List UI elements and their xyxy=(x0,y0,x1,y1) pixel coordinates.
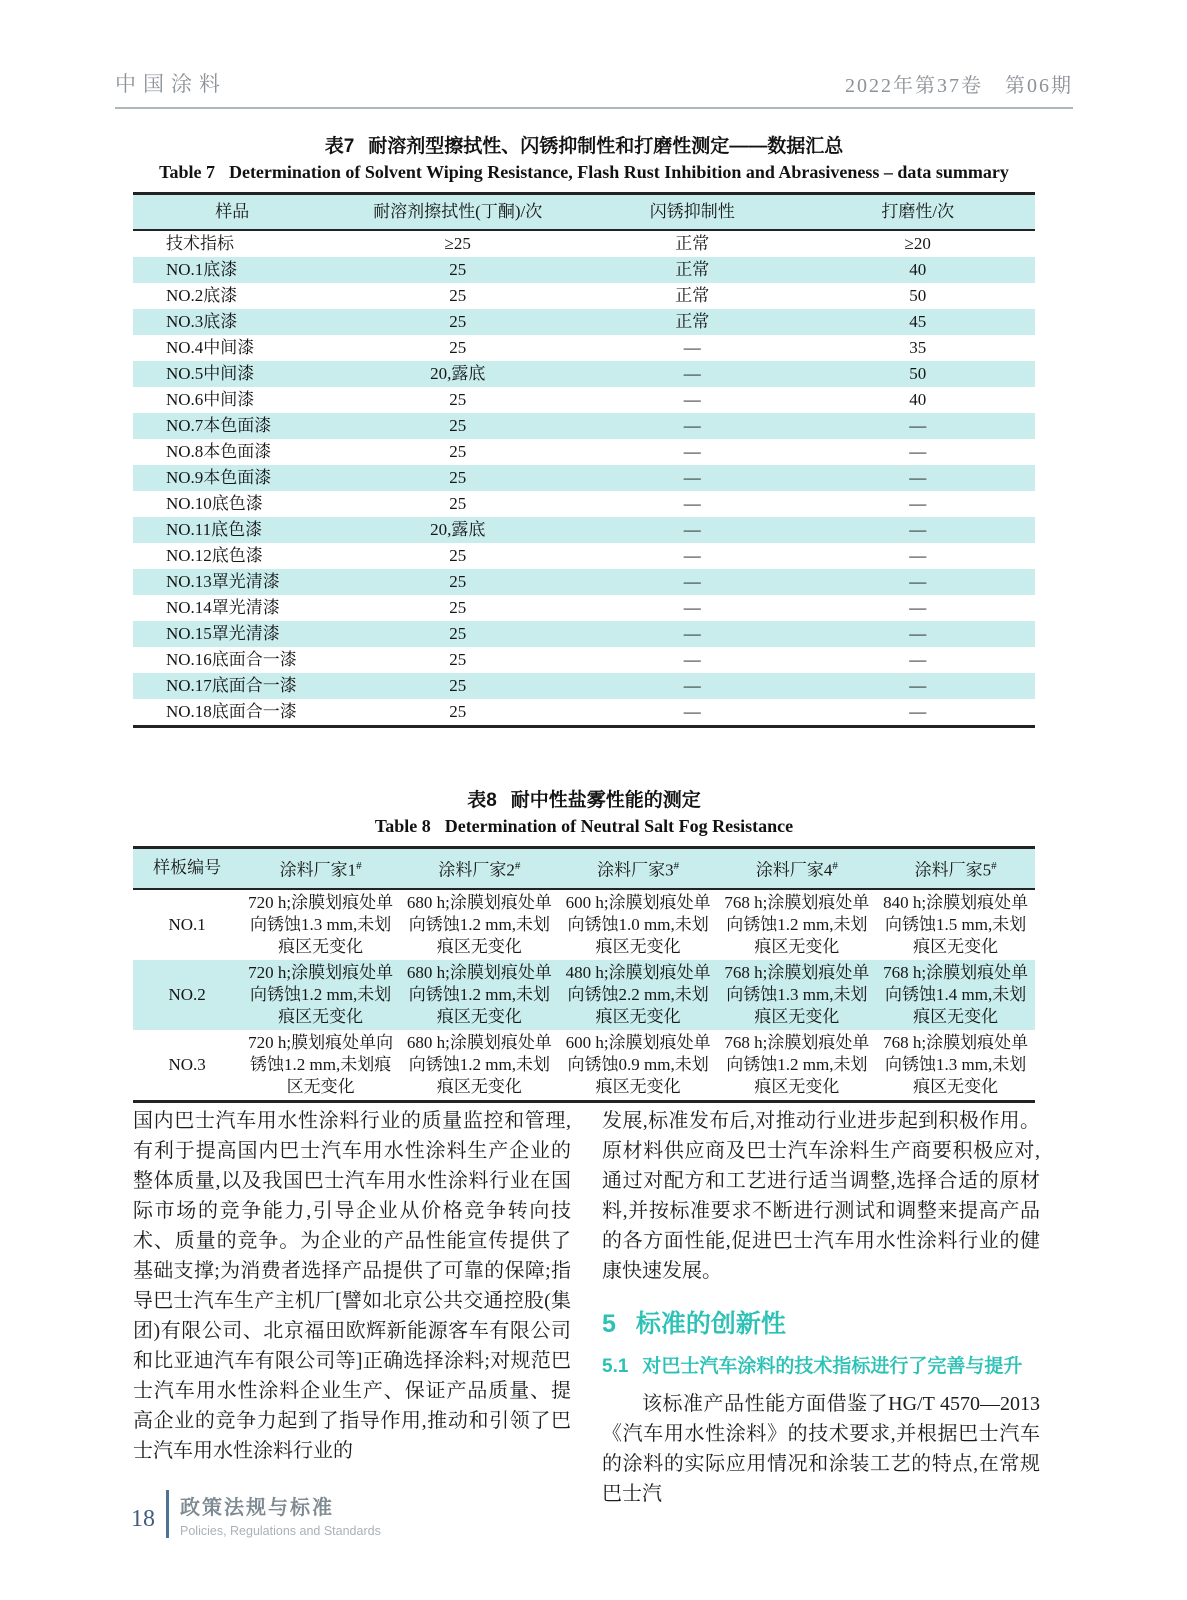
data-cell: 25 xyxy=(449,416,467,435)
data-cell: — xyxy=(683,338,701,357)
table7-caption-zh xyxy=(133,131,1035,158)
table-row xyxy=(133,1030,1035,1102)
data-cell: ≥20 xyxy=(904,234,931,253)
table-row xyxy=(133,257,1035,283)
data-cell: 正常 xyxy=(675,312,710,331)
data-cell: 50 xyxy=(909,364,927,383)
data-cell: — xyxy=(909,572,927,591)
data-cell: 768 h;涂膜划痕处单向锈蚀1.3 mm,未划痕区无变化 xyxy=(883,1032,1029,1096)
data-cell: 720 h;涂膜划痕处单向锈蚀1.2 mm,未划痕区无变化 xyxy=(248,962,394,1026)
table-row xyxy=(133,413,1035,439)
data-cell: 40 xyxy=(909,390,927,409)
table7-caption-zh-text: 耐溶剂型擦拭性、闪锈抑制性和打磨性测定——数据汇总 xyxy=(368,136,844,157)
table-row xyxy=(133,569,1035,595)
table-row xyxy=(133,361,1035,387)
body-columns xyxy=(133,1106,1040,1509)
data-cell: 720 h;涂膜划痕处单向锈蚀1.3 mm,未划痕区无变化 xyxy=(248,892,394,956)
data-cell: — xyxy=(909,546,927,565)
data-cell: 680 h;涂膜划痕处单向锈蚀1.2 mm,未划痕区无变化 xyxy=(406,892,552,956)
table8-caption-zh-text: 耐中性盐雾性能的测定 xyxy=(510,790,701,811)
data-cell: — xyxy=(909,494,927,513)
data-cell: 25 xyxy=(449,598,467,617)
table-row xyxy=(133,439,1035,465)
row-label-cell: NO.12底色漆 xyxy=(166,546,263,565)
column-header: 涂料厂家3# xyxy=(597,860,680,880)
table8-caption-en-label: Table 8 xyxy=(374,816,431,836)
table-row xyxy=(133,889,1035,960)
body-second-paragraph: 该标准产品性能方面借鉴了HG/T 4570—2013《汽车用水性涂料》的技术要求,并根据巴士汽车的涂料的实际应用情况和涂装工艺的特点,在常规巴士汽 xyxy=(602,1393,1040,1505)
row-label-cell: NO.15罩光清漆 xyxy=(166,624,280,643)
data-cell: — xyxy=(683,546,701,565)
table7-caption-en-label: Table 7 xyxy=(159,162,215,182)
data-cell: — xyxy=(683,442,701,461)
solvent-wiping-table xyxy=(133,192,1035,728)
row-label-cell: NO.6中间漆 xyxy=(166,390,255,409)
issue-info: 2022年第37卷 第06期 xyxy=(845,75,1073,97)
data-cell: 25 xyxy=(449,286,467,305)
subsection-number: 5.1 xyxy=(602,1356,629,1377)
row-label-cell: NO.14罩光清漆 xyxy=(166,598,280,617)
body-left-column xyxy=(133,1106,571,1509)
journal-title: 中国涂料 xyxy=(115,72,227,96)
data-cell: 25 xyxy=(449,572,467,591)
column-header: 样板编号 xyxy=(153,858,222,878)
page-header xyxy=(115,68,1073,109)
data-cell: 正常 xyxy=(675,234,710,253)
table8-caption-zh-label: 表8 xyxy=(467,790,497,811)
row-label-cell: NO.18底面合一漆 xyxy=(166,702,297,721)
table-row xyxy=(133,595,1035,621)
data-cell: 20,露底 xyxy=(430,364,486,383)
data-cell: 25 xyxy=(449,442,467,461)
subsection-heading xyxy=(602,1354,1040,1380)
data-cell: — xyxy=(683,390,701,409)
data-cell: — xyxy=(683,364,701,383)
row-label-cell: 技术指标 xyxy=(166,234,234,253)
data-cell: 50 xyxy=(909,286,927,305)
row-label-cell: NO.1底漆 xyxy=(166,260,238,279)
table-row xyxy=(133,335,1035,361)
salt-fog-table xyxy=(133,846,1035,1103)
row-label-cell: NO.17底面合一漆 xyxy=(166,676,297,695)
table-row xyxy=(133,517,1035,543)
row-label-cell: NO.8本色面漆 xyxy=(166,442,272,461)
table-row xyxy=(133,491,1035,517)
row-label-cell: NO.1 xyxy=(168,914,206,934)
data-cell: ≥25 xyxy=(444,234,471,253)
data-cell: — xyxy=(683,416,701,435)
data-cell: 768 h;涂膜划痕处单向锈蚀1.2 mm,未划痕区无变化 xyxy=(724,892,870,956)
data-cell: — xyxy=(909,598,927,617)
data-cell: 35 xyxy=(909,338,927,357)
subsection-title: 对巴士汽车涂料的技术指标进行了完善与提升 xyxy=(642,1356,1023,1377)
page-number: 18 xyxy=(131,1506,155,1532)
data-cell: — xyxy=(909,416,927,435)
row-label-cell: NO.3 xyxy=(168,1054,206,1074)
data-cell: 600 h;涂膜划痕处单向锈蚀1.0 mm,未划痕区无变化 xyxy=(565,892,711,956)
row-label-cell: NO.3底漆 xyxy=(166,312,238,331)
data-cell: — xyxy=(683,650,701,669)
row-label-cell: NO.2 xyxy=(168,984,206,1004)
data-cell: — xyxy=(683,702,701,721)
data-cell: 25 xyxy=(449,494,467,513)
data-cell: 680 h;涂膜划痕处单向锈蚀1.2 mm,未划痕区无变化 xyxy=(406,962,552,1026)
row-label-cell: NO.7本色面漆 xyxy=(166,416,272,435)
row-label-cell: NO.2底漆 xyxy=(166,286,238,305)
data-cell: 正常 xyxy=(675,260,710,279)
section-heading xyxy=(602,1309,1040,1339)
row-label-cell: NO.13罩光清漆 xyxy=(166,572,280,591)
data-cell: 25 xyxy=(449,312,467,331)
table8-caption-en xyxy=(133,816,1035,837)
data-cell: 25 xyxy=(449,624,467,643)
data-cell: — xyxy=(909,442,927,461)
table-row xyxy=(133,283,1035,309)
data-cell: 600 h;涂膜划痕处单向锈蚀0.9 mm,未划痕区无变化 xyxy=(565,1032,711,1096)
table7-caption-zh-label: 表7 xyxy=(324,136,355,157)
column-header: 打磨性/次 xyxy=(881,202,955,221)
table-row xyxy=(133,230,1035,257)
data-cell: 正常 xyxy=(675,286,710,305)
table8-caption-en-text: Determination of Neutral Salt Fog Resistance xyxy=(444,816,794,836)
section-title: 标准的创新性 xyxy=(635,1310,786,1338)
body-left-paragraph: 国内巴士汽车用水性涂料行业的质量监控和管理,有利于提高国内巴士汽车用水性涂料生产企业的整体质量,以及我国巴士汽车用水性涂料行业在国际市场的竞争能力,引导企业从价格竞争转向技术、质量的竞争。为企业的产品性能宣传提供了基础支撑;为消费者选择产品提供了可靠的保障;指导巴士汽车生产主机厂[譬如北京公共交通控股(集团)有限公司、北京福田欧辉新能源客车有限公司和比亚迪汽车有限公司等]正确选择涂料;对规范巴士汽车用水性涂料企业生产、保证产品质量、提高企业的竞争力起到了指导作用,推动和引领了巴士汽车用水性涂料行业的 xyxy=(133,1110,571,1462)
footer-titles xyxy=(180,1491,381,1538)
header-row xyxy=(133,194,1035,231)
footer-section-subtitle: Policies, Regulations and Standards xyxy=(180,1523,381,1538)
data-cell: 768 h;涂膜划痕处单向锈蚀1.3 mm,未划痕区无变化 xyxy=(724,962,870,1026)
row-label-cell: NO.10底色漆 xyxy=(166,494,263,513)
data-cell: 25 xyxy=(449,676,467,695)
table-row xyxy=(133,309,1035,335)
table-row xyxy=(133,960,1035,1030)
data-cell: — xyxy=(683,624,701,643)
header-row xyxy=(133,848,1035,889)
data-cell: 720 h;膜划痕处单向锈蚀1.2 mm,未划痕区无变化 xyxy=(248,1032,394,1096)
data-cell: 25 xyxy=(449,260,467,279)
body-right-paragraph: 发展,标准发布后,对推动行业进步起到积极作用。原材料供应商及巴士汽车涂料生产商要积极应对,通过对配方和工艺进行适当调整,选择合适的原材料,并按标准要求不断进行测试和调整来提高产品的各方面性能,促进巴士汽车用水性涂料行业的健康快速发展。 xyxy=(602,1110,1040,1282)
row-label-cell: NO.11底色漆 xyxy=(166,520,263,539)
row-label-cell: NO.5中间漆 xyxy=(166,364,255,383)
data-cell: 768 h;涂膜划痕处单向锈蚀1.4 mm,未划痕区无变化 xyxy=(883,962,1029,1026)
data-cell: 25 xyxy=(449,650,467,669)
page-footer xyxy=(131,1490,381,1538)
column-header: 涂料厂家5# xyxy=(914,860,997,880)
data-cell: 25 xyxy=(449,702,467,721)
data-cell: — xyxy=(683,598,701,617)
column-header: 样品 xyxy=(215,202,250,221)
data-cell: — xyxy=(683,676,701,695)
data-cell: — xyxy=(683,494,701,513)
table7-block xyxy=(133,131,1035,728)
table7-caption-en-text: Determination of Solvent Wiping Resistance, Flash Rust Inhibition and Abrasiveness – data summary xyxy=(228,162,1009,182)
data-cell: 40 xyxy=(909,260,927,279)
data-cell: — xyxy=(909,676,927,695)
row-label-cell: NO.4中间漆 xyxy=(166,338,255,357)
table8-block xyxy=(133,785,1035,1103)
data-cell: — xyxy=(683,468,701,487)
data-cell: — xyxy=(909,468,927,487)
table8-caption-zh xyxy=(133,785,1035,812)
data-cell: 768 h;涂膜划痕处单向锈蚀1.2 mm,未划痕区无变化 xyxy=(724,1032,870,1096)
data-cell: — xyxy=(909,520,927,539)
column-header: 涂料厂家4# xyxy=(755,860,838,880)
table-row xyxy=(133,647,1035,673)
data-cell: — xyxy=(683,572,701,591)
data-cell: 45 xyxy=(909,312,927,331)
row-label-cell: NO.9本色面漆 xyxy=(166,468,272,487)
data-cell: 480 h;涂膜划痕处单向锈蚀2.2 mm,未划痕区无变化 xyxy=(565,962,711,1026)
table7-caption-en xyxy=(133,162,1035,183)
column-header: 涂料厂家1# xyxy=(279,860,362,880)
table-row xyxy=(133,387,1035,413)
data-cell: 25 xyxy=(449,468,467,487)
footer-divider xyxy=(166,1490,169,1538)
body-right-column xyxy=(602,1106,1040,1509)
table-row xyxy=(133,621,1035,647)
data-cell: 20,露底 xyxy=(430,520,486,539)
row-label-cell: NO.16底面合一漆 xyxy=(166,650,297,669)
data-cell: — xyxy=(683,520,701,539)
table-row xyxy=(133,699,1035,727)
data-cell: — xyxy=(909,650,927,669)
table-row xyxy=(133,465,1035,491)
data-cell: 680 h;涂膜划痕处单向锈蚀1.2 mm,未划痕区无变化 xyxy=(406,1032,552,1096)
data-cell: 840 h;涂膜划痕处单向锈蚀1.5 mm,未划痕区无变化 xyxy=(883,892,1029,956)
data-cell: 25 xyxy=(449,390,467,409)
column-header: 闪锈抑制性 xyxy=(649,202,735,221)
table-row xyxy=(133,673,1035,699)
data-cell: — xyxy=(909,624,927,643)
column-header: 耐溶剂擦拭性(丁酮)/次 xyxy=(373,202,543,221)
table-row xyxy=(133,543,1035,569)
data-cell: 25 xyxy=(449,546,467,565)
data-cell: — xyxy=(909,702,927,721)
section-number: 5 xyxy=(602,1310,616,1338)
footer-section-title: 政策法规与标准 xyxy=(180,1496,334,1519)
data-cell: 25 xyxy=(449,338,467,357)
column-header: 涂料厂家2# xyxy=(438,860,521,880)
